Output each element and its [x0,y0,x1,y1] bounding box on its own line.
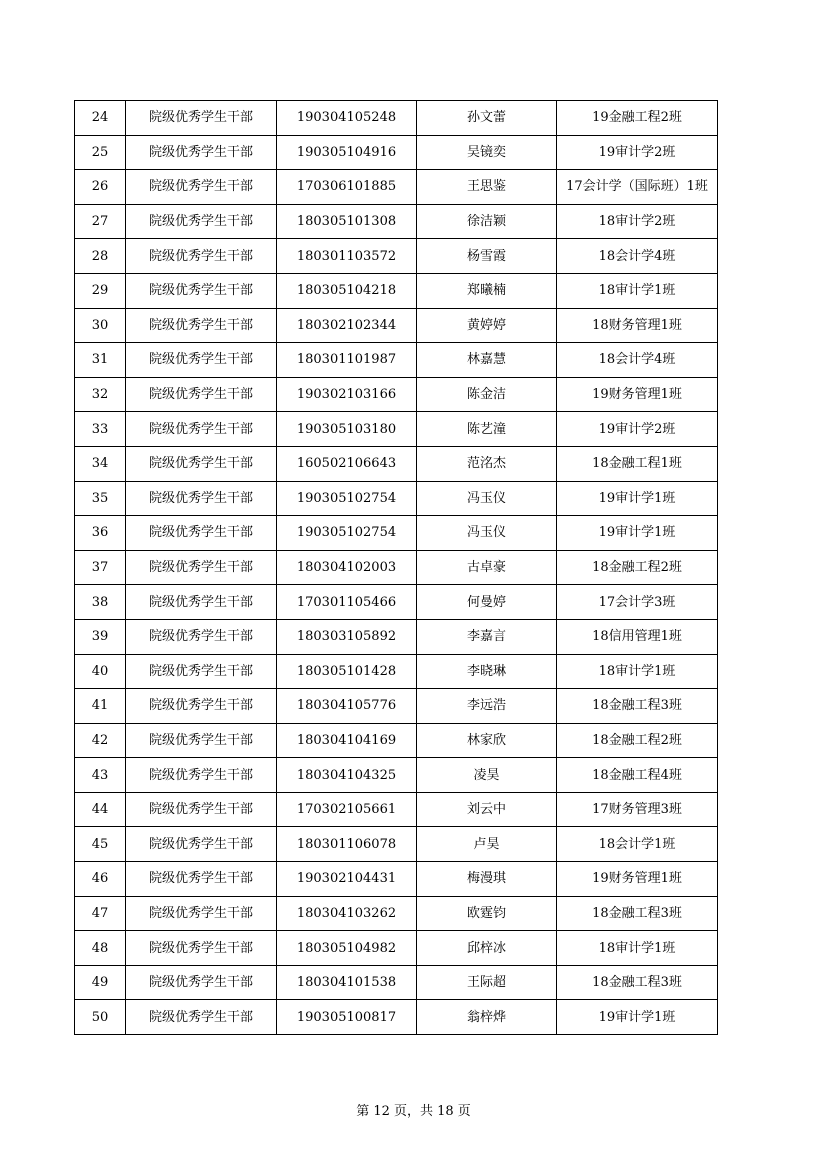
class-name-cell: 18信用管理1班 [557,619,718,654]
row-number-cell: 42 [75,723,126,758]
award-category-cell: 院级优秀学生干部 [126,239,277,274]
award-category-cell: 院级优秀学生干部 [126,965,277,1000]
class-name-cell: 18金融工程1班 [557,446,718,481]
table-row [75,965,718,1000]
student-name-cell: 徐洁颖 [417,204,557,239]
award-table-container [74,100,718,1035]
row-number-cell: 49 [75,965,126,1000]
award-category-cell: 院级优秀学生干部 [126,412,277,447]
table-row [75,758,718,793]
student-id-cell: 180302102344 [277,308,417,343]
student-id-cell: 180305101428 [277,654,417,689]
award-category-cell: 院级优秀学生干部 [126,619,277,654]
class-name-cell: 18金融工程2班 [557,723,718,758]
table-row [75,896,718,931]
class-name-cell: 19审计学1班 [557,481,718,516]
table-row [75,412,718,447]
student-name-cell: 王际超 [417,965,557,1000]
row-number-cell: 28 [75,239,126,274]
table-row [75,654,718,689]
table-row [75,170,718,205]
award-table [74,100,718,1035]
student-name-cell: 郑曦楠 [417,273,557,308]
student-name-cell: 古卓豪 [417,550,557,585]
class-name-cell: 18审计学2班 [557,204,718,239]
award-category-cell: 院级优秀学生干部 [126,862,277,897]
student-id-cell: 190302104431 [277,862,417,897]
student-name-cell: 凌昊 [417,758,557,793]
student-name-cell: 范洺杰 [417,446,557,481]
table-row [75,619,718,654]
student-id-cell: 180304104325 [277,758,417,793]
award-category-cell: 院级优秀学生干部 [126,343,277,378]
student-name-cell: 翁梓烨 [417,1000,557,1035]
student-name-cell: 杨雪霞 [417,239,557,274]
row-number-cell: 45 [75,827,126,862]
award-category-cell: 院级优秀学生干部 [126,516,277,551]
class-name-cell: 18会计学1班 [557,827,718,862]
award-category-cell: 院级优秀学生干部 [126,896,277,931]
student-id-cell: 190305103180 [277,412,417,447]
table-row [75,446,718,481]
class-name-cell: 18金融工程3班 [557,689,718,724]
award-category-cell: 院级优秀学生干部 [126,204,277,239]
student-name-cell: 林嘉慧 [417,343,557,378]
table-row [75,862,718,897]
class-name-cell: 18会计学4班 [557,343,718,378]
class-name-cell: 19财务管理1班 [557,377,718,412]
table-row [75,239,718,274]
row-number-cell: 46 [75,862,126,897]
award-category-cell: 院级优秀学生干部 [126,723,277,758]
class-name-cell: 19审计学2班 [557,135,718,170]
row-number-cell: 34 [75,446,126,481]
table-row [75,1000,718,1035]
award-category-cell: 院级优秀学生干部 [126,101,277,136]
student-name-cell: 冯玉仪 [417,481,557,516]
student-id-cell: 190305102754 [277,516,417,551]
student-id-cell: 190305104916 [277,135,417,170]
class-name-cell: 17财务管理3班 [557,792,718,827]
award-category-cell: 院级优秀学生干部 [126,273,277,308]
table-row [75,135,718,170]
row-number-cell: 48 [75,931,126,966]
student-name-cell: 李嘉言 [417,619,557,654]
table-row [75,585,718,620]
class-name-cell: 17会计学3班 [557,585,718,620]
class-name-cell: 17会计学（国际班）1班 [557,170,718,205]
award-category-cell: 院级优秀学生干部 [126,792,277,827]
student-id-cell: 190305102754 [277,481,417,516]
row-number-cell: 40 [75,654,126,689]
table-row [75,481,718,516]
student-id-cell: 180304103262 [277,896,417,931]
student-id-cell: 180305104982 [277,931,417,966]
award-category-cell: 院级优秀学生干部 [126,758,277,793]
class-name-cell: 18金融工程4班 [557,758,718,793]
row-number-cell: 47 [75,896,126,931]
class-name-cell: 19财务管理1班 [557,862,718,897]
class-name-cell: 18金融工程3班 [557,896,718,931]
student-id-cell: 180304104169 [277,723,417,758]
student-name-cell: 陈艺潼 [417,412,557,447]
table-row [75,343,718,378]
table-row [75,931,718,966]
award-category-cell: 院级优秀学生干部 [126,135,277,170]
row-number-cell: 36 [75,516,126,551]
table-row [75,204,718,239]
row-number-cell: 32 [75,377,126,412]
class-name-cell: 19审计学2班 [557,412,718,447]
row-number-cell: 25 [75,135,126,170]
award-category-cell: 院级优秀学生干部 [126,481,277,516]
student-id-cell: 180303105892 [277,619,417,654]
row-number-cell: 37 [75,550,126,585]
table-row [75,689,718,724]
student-id-cell: 180301106078 [277,827,417,862]
row-number-cell: 29 [75,273,126,308]
award-category-cell: 院级优秀学生干部 [126,585,277,620]
student-name-cell: 冯玉仪 [417,516,557,551]
student-id-cell: 180301101987 [277,343,417,378]
award-category-cell: 院级优秀学生干部 [126,446,277,481]
award-category-cell: 院级优秀学生干部 [126,377,277,412]
award-category-cell: 院级优秀学生干部 [126,550,277,585]
student-name-cell: 刘云中 [417,792,557,827]
table-row [75,101,718,136]
student-name-cell: 陈金洁 [417,377,557,412]
table-row [75,308,718,343]
student-name-cell: 欧霆钧 [417,896,557,931]
class-name-cell: 19审计学1班 [557,516,718,551]
table-row [75,273,718,308]
row-number-cell: 30 [75,308,126,343]
table-row [75,723,718,758]
class-name-cell: 18金融工程3班 [557,965,718,1000]
student-name-cell: 邱梓冰 [417,931,557,966]
class-name-cell: 18审计学1班 [557,654,718,689]
row-number-cell: 38 [75,585,126,620]
class-name-cell: 19审计学1班 [557,1000,718,1035]
award-category-cell: 院级优秀学生干部 [126,1000,277,1035]
student-name-cell: 孙文蕾 [417,101,557,136]
table-row [75,377,718,412]
row-number-cell: 43 [75,758,126,793]
table-body [75,101,718,1035]
award-category-cell: 院级优秀学生干部 [126,931,277,966]
table-row [75,516,718,551]
table-row [75,550,718,585]
row-number-cell: 50 [75,1000,126,1035]
row-number-cell: 26 [75,170,126,205]
page-footer: 第 12 页，共 18 页 [356,1104,471,1119]
student-name-cell: 卢昊 [417,827,557,862]
row-number-cell: 35 [75,481,126,516]
row-number-cell: 33 [75,412,126,447]
class-name-cell: 19金融工程2班 [557,101,718,136]
student-id-cell: 170302105661 [277,792,417,827]
class-name-cell: 18财务管理1班 [557,308,718,343]
student-name-cell: 黄婷婷 [417,308,557,343]
student-name-cell: 李晓琳 [417,654,557,689]
table-row [75,827,718,862]
award-category-cell: 院级优秀学生干部 [126,689,277,724]
student-name-cell: 梅漫琪 [417,862,557,897]
student-name-cell: 何曼婷 [417,585,557,620]
student-name-cell: 王思鉴 [417,170,557,205]
student-id-cell: 180301103572 [277,239,417,274]
class-name-cell: 18审计学1班 [557,931,718,966]
row-number-cell: 24 [75,101,126,136]
student-id-cell: 180304101538 [277,965,417,1000]
student-id-cell: 170306101885 [277,170,417,205]
student-id-cell: 180305101308 [277,204,417,239]
row-number-cell: 41 [75,689,126,724]
class-name-cell: 18审计学1班 [557,273,718,308]
table-row [75,792,718,827]
row-number-cell: 39 [75,619,126,654]
row-number-cell: 27 [75,204,126,239]
student-id-cell: 160502106643 [277,446,417,481]
student-id-cell: 190304105248 [277,101,417,136]
award-category-cell: 院级优秀学生干部 [126,654,277,689]
student-name-cell: 李远浩 [417,689,557,724]
student-id-cell: 180304105776 [277,689,417,724]
student-id-cell: 190302103166 [277,377,417,412]
student-id-cell: 180304102003 [277,550,417,585]
student-id-cell: 180305104218 [277,273,417,308]
student-name-cell: 林家欣 [417,723,557,758]
award-category-cell: 院级优秀学生干部 [126,170,277,205]
row-number-cell: 44 [75,792,126,827]
award-category-cell: 院级优秀学生干部 [126,827,277,862]
class-name-cell: 18会计学4班 [557,239,718,274]
student-id-cell: 190305100817 [277,1000,417,1035]
student-name-cell: 吴镜奕 [417,135,557,170]
student-id-cell: 170301105466 [277,585,417,620]
class-name-cell: 18金融工程2班 [557,550,718,585]
award-category-cell: 院级优秀学生干部 [126,308,277,343]
row-number-cell: 31 [75,343,126,378]
